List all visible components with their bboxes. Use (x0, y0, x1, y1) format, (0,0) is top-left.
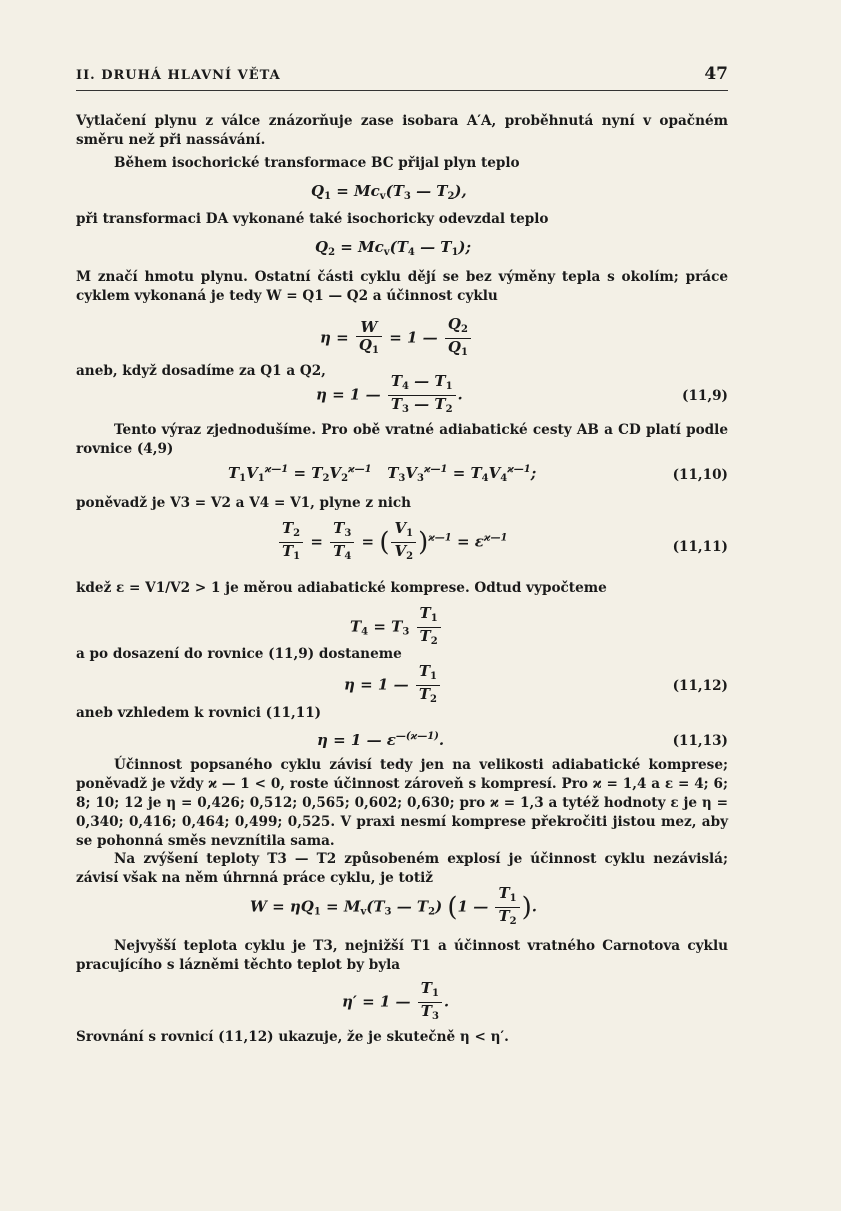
paragraph-8: kdež ε = V1/V2 > 1 je měrou adiabatické komprese. Odtud vypočteme (76, 580, 607, 596)
equation-number-11-13: (11,13) (672, 733, 728, 749)
equation-number-11-12: (11,12) (672, 678, 728, 694)
paragraph-9: a po dosazení do rovnice (11,9) dostaneme (76, 646, 402, 662)
paragraph-10: aneb vzhledem k rovnici (11,11) (76, 705, 322, 721)
equation-11-10: $T_1V_1^{ϰ—1} = T_2V_2^{ϰ—1}$ $T_3V_3^{ϰ—1} = T_4V_4^{ϰ—1}$; (228, 464, 537, 484)
running-header (76, 64, 728, 91)
paragraph-1: Vytlačení plynu z válce znázorňuje zase isobara A′A, proběhnutá nyní v opačném směru než při nassávání. (76, 113, 728, 148)
equation-11-13: η = 1 — $\varepsilon^{—(ϰ—1)}$. (317, 731, 445, 749)
paragraph-6: Tento výraz zjednodušíme. Pro obě vratné adiabatické cesty AB a CD platí podle rovnice (4,9) (76, 422, 728, 457)
equation-q2: $Q_2 = Mc_v(T_4$ — $T_1$); (315, 238, 472, 258)
paragraph-14: Srovnání s rovnicí (11,12) ukazuje, že je skutečně η < η′. (76, 1029, 509, 1045)
paragraph-5: aneb, když dosadíme za Q1 a Q2, (76, 363, 326, 379)
paragraph-12: Na zvýšení teploty T3 — T2 způsobeném explosí je účinnost cyklu nezávislá; závisí však na něm úhrnná práce cyklu, je totiž (76, 851, 728, 886)
equation-11-12: η = 1 — $\frac{T_1}{T_2}$ (344, 663, 442, 708)
paragraph-7: poněvadž je V3 = V2 a V4 = V1, plyne z nich (76, 495, 412, 511)
paragraph-13: Nejvyšší teplota cyklu je T3, nejnižší T1 a účinnost vratného Carnotova cyklu pracujícího s lázněmi těchto teplot by byla (76, 938, 728, 973)
paragraph-4: M značí hmotu plynu. Ostatní části cyklu dějí se bez výměny tepla s okolím; práce cyklem vykonaná je tedy W = Q1 — Q2 a účinnost cyklu (76, 269, 728, 304)
paragraph-2: Během isochorické transformace BC přijal plyn teplo (114, 155, 520, 171)
equation-11-11: $\frac{T_2}{T_1}$ = $\frac{T_3}{T_4}$ = ( $\frac{V_1}{V_2}$ )$^{ϰ—1} = \varepsilon^{ϰ—1}$ (277, 520, 507, 565)
equation-number-11-10: (11,10) (672, 467, 728, 483)
paragraph-11: Účinnost popsaného cyklu závisí tedy jen na velikosti adiabatické komprese; poněvadž je vždy ϰ — 1 < 0, roste účinnost zároveň s kompresí. Pro ϰ = 1,4 a ε = 4; 6; 8; 10; 12 je η = 0,426; 0,512; 0,565; 0,602; 0,630; pro ϰ = 1,3 a tytéž hodnoty ε je η = 0,340; 0,416; 0,464; 0,499; 0,525. V praxi nesmí komprese překročiti jistou mez, aby se pohonná směs nevznítila sama. (76, 757, 728, 849)
equation-work: $W = \eta Q_1 = M_v(T_3$ — $T_2$) (1 — $\frac{T_1}{T_2}$ ). (250, 884, 537, 927)
equation-carnot: η′ = 1 — $\frac{T_1}{T_3}$ . (342, 979, 450, 1022)
equation-t4: $T_4 = T_3$ $\frac{T_1}{T_2}$ (350, 605, 443, 650)
equation-q1: $Q_1 = Mc_v(T_3$ — $T_2$), (311, 182, 467, 202)
equation-11-9: η = 1 — $\frac{T_4 — T_1}{T_3 — T_2}$ . (316, 372, 463, 415)
equation-number-11-9: (11,9) (682, 388, 728, 404)
equation-efficiency-def: η = $\frac{W}{Q_1}$ = 1 — $\frac{Q_2}{Q_1}$ (320, 316, 473, 361)
chapter-title: II. DRUHÁ HLAVNÍ VĚTA (76, 68, 281, 83)
equation-number-11-11: (11,11) (672, 539, 728, 555)
paragraph-3: při transformaci DA vykonané také isochoricky odevzdal teplo (76, 211, 549, 227)
page-number: 47 (704, 64, 728, 84)
